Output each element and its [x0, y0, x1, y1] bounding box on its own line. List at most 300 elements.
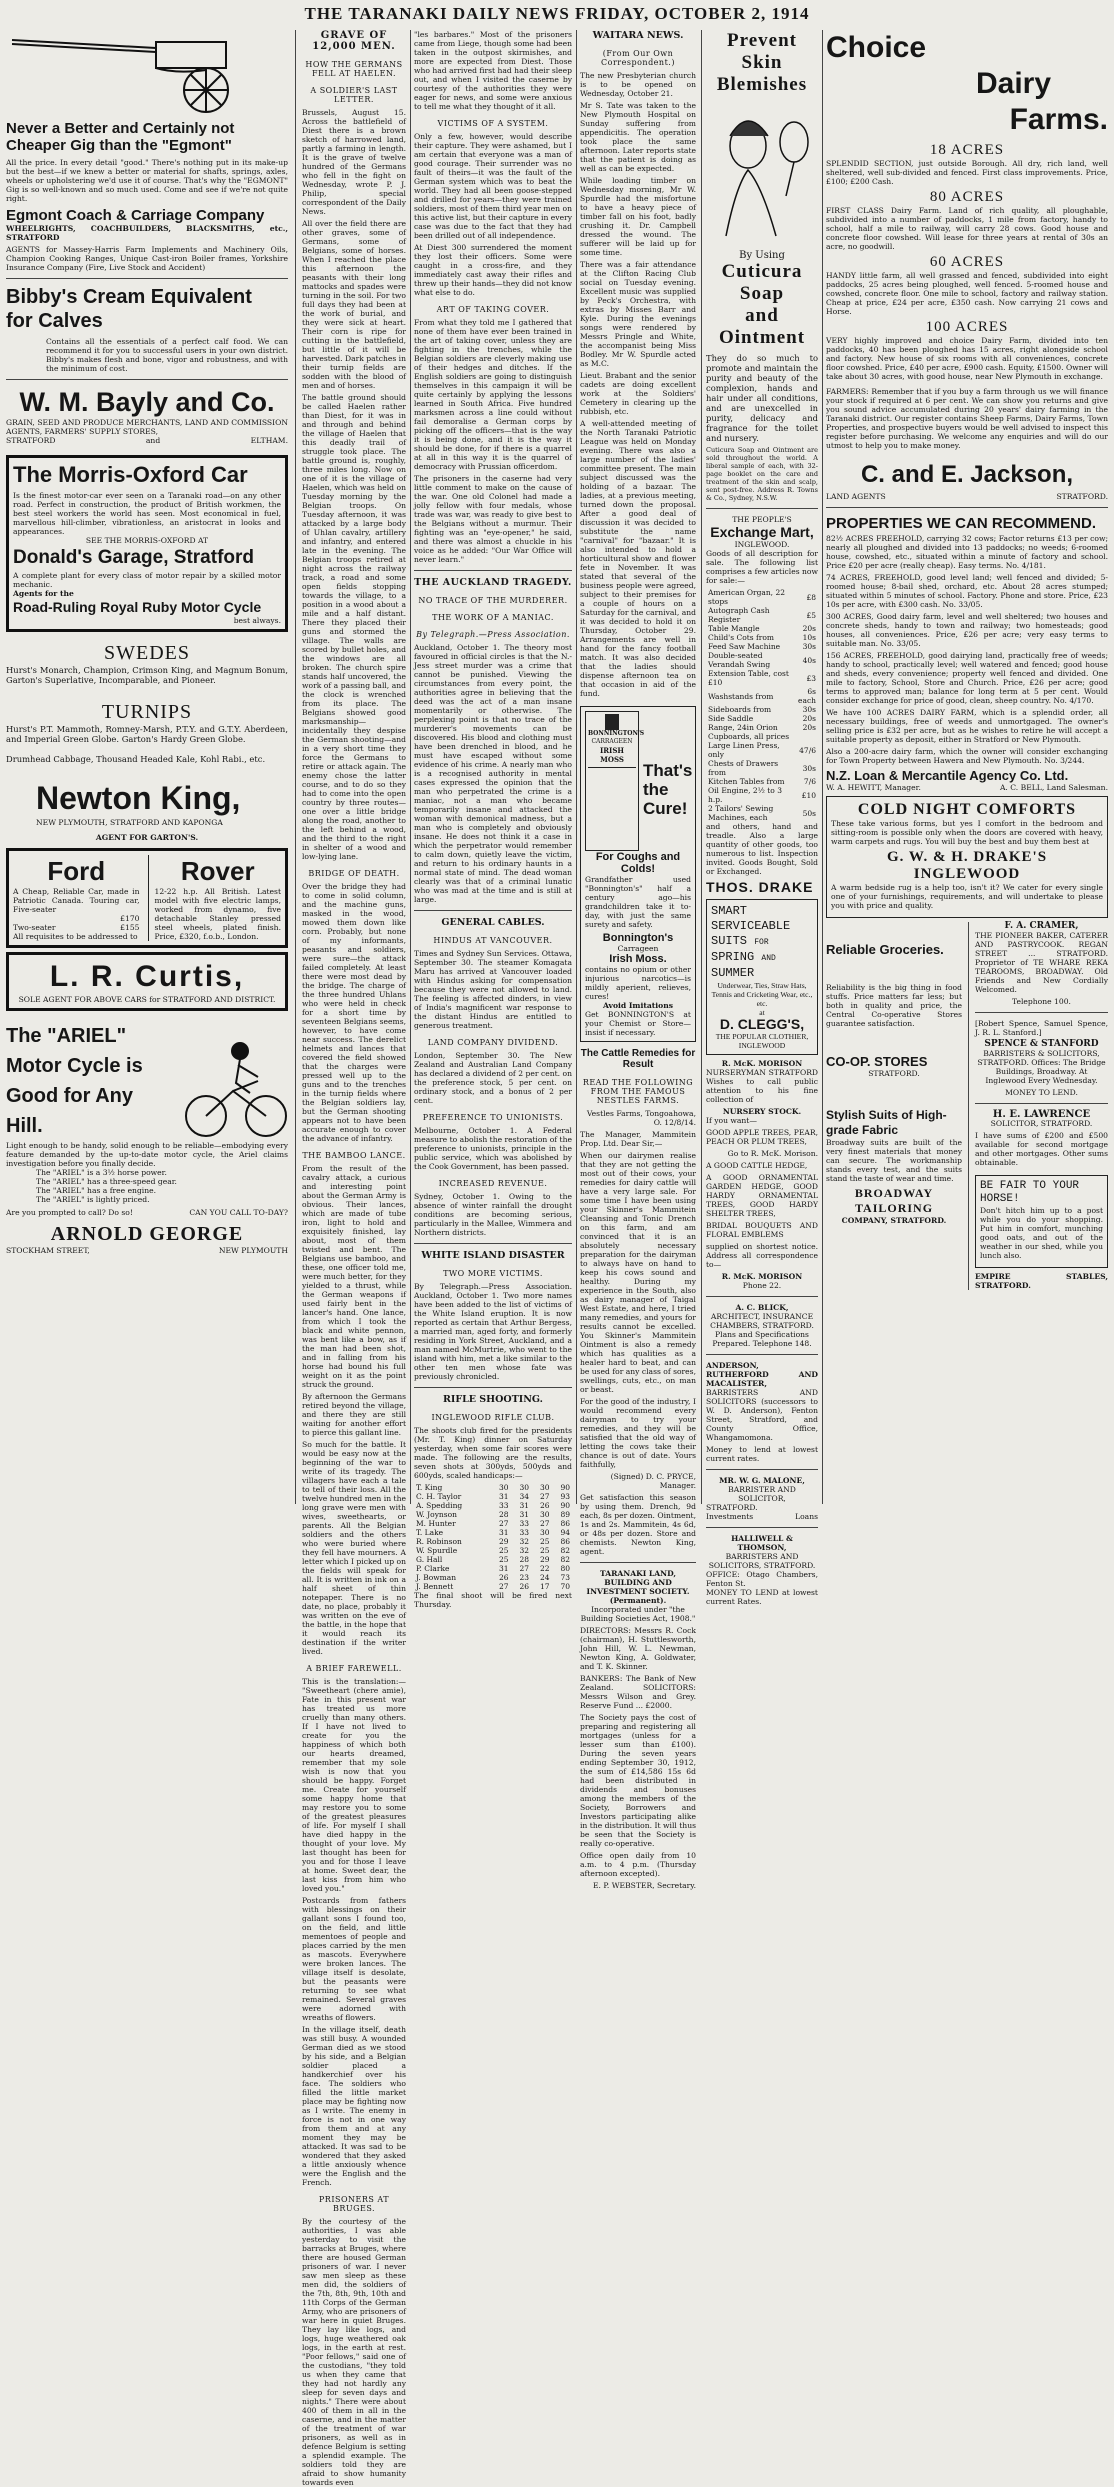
- arnold-address: [6, 1246, 288, 1255]
- suits-line: SMART: [711, 904, 748, 918]
- score-cell: 90: [560, 1483, 570, 1492]
- malone-line: [706, 1512, 818, 1521]
- suits-line: SUMMER: [711, 966, 755, 980]
- paragraph: (Signed) D. C. PRYCE, Manager.: [610, 1472, 696, 1490]
- arnold-town: NEW PLYMOUTH: [218, 1246, 288, 1255]
- score-cell: 30: [539, 1483, 550, 1492]
- suits-body: Underwear, Ties, Straw Hats, Tennis and Cricketing Wear, etc., etc.: [711, 981, 813, 1008]
- be-fair-body: Don't hitch him up to a post while you do your shopping. Put him in comfort, munching good oats, and out of the weather in our shed, while you lunch also.: [980, 1206, 1103, 1260]
- item-price: £5: [806, 610, 816, 620]
- item-name: Table Mangle: [708, 624, 760, 633]
- spence-headline: SPENCE & STANFORD: [984, 1039, 1099, 1049]
- exchange-item: [706, 777, 818, 786]
- score-cell: 27: [519, 1564, 529, 1573]
- item-name: Autograph Cash Register: [708, 606, 770, 624]
- paragraph: The battle ground should be called Haelen rather than Diest, for it was in and through and behind the village of Haelen that this deadly trail of struggle took place. The battle ground is, roughly, three miles long. Now on one of it is the village of Haelen, which was held on Tuesday morning by the Belgian troops. On Tuesday afternoon, it was attacked by a large body of Uhlan cavalry, artillery and infantry, and entered late in the evening. The Belgian troops retired at night across the railway track, a road and some open fields stopping towards the village, to a position in a wood about a mile and a half distant. There they placed their guns and stormed the village. The walls are scored by bullet holes, and the windows are all broken. The church spire stands half uncovered, the work of a passing ball, and the clock is wrenched from its place. The Belgians showed good marksmanship—incidentally they despise the German shooting—and in a very short time they force the Germans to retire or attack again. The enemy chose the latter course, and to do so they had to come into the open country by three routes—one over a little bridge along the road, another to the left behind a wood, and the third to the right in shelter of a wood and low-lying lane.: [302, 393, 406, 861]
- morison-headline: R. McK. MORISON: [721, 1059, 803, 1068]
- blick-headline: A. C. BLICK,: [735, 1303, 789, 1312]
- article-subhead: TWO MORE VICTIMS.: [443, 1269, 543, 1278]
- exchange-headline: Exchange Mart,: [710, 524, 814, 540]
- score-cell: 30: [539, 1528, 550, 1537]
- farm-acres: 60 ACRES: [929, 254, 1005, 270]
- article-title: GRAVE OF 12,000 MEN.: [312, 30, 396, 52]
- stylish-body: Broadway suits are built of the very finest materials that money can secure. The workmanship stands every test, and the suits stand the taste of wear and time.: [826, 1138, 962, 1183]
- malone-town: STRATFORD.: [706, 1503, 758, 1512]
- article-subhead: INCREASED REVENUE.: [438, 1179, 548, 1188]
- broadway-sub: COMPANY, STRATFORD.: [841, 1216, 947, 1225]
- exchange-item: [706, 741, 818, 759]
- blick-sub: ARCHITECT, INSURANCE CHAMBERS, STRATFORD.: [710, 1312, 814, 1330]
- lawrence-headline: H. E. LAWRENCE: [992, 1109, 1091, 1120]
- donald-body: A complete plant for every class of motor repair by a skilled motor mechanic.: [13, 571, 281, 589]
- nz-loan-manager: W. A. HEWITT, Manager.: [826, 783, 921, 792]
- ariel-call-text: CAN YOU CALL TO-DAY?: [189, 1208, 288, 1217]
- properties-headline: PROPERTIES WE CAN RECOMMEND.: [826, 515, 1097, 532]
- article-subhead: ART OF TAKING COVER.: [436, 305, 550, 314]
- score-cell: 27: [539, 1492, 550, 1501]
- ariel-headline: Hill.: [6, 1115, 43, 1137]
- bayly-name: W. M. Bayly and Co.: [19, 387, 275, 417]
- item-name: Kitchen Tables from: [708, 777, 785, 786]
- item-name: Chests of Drawers from: [708, 759, 779, 777]
- morris-ad: [6, 455, 288, 632]
- article-subhead: INGLEWOOD RIFLE CLUB.: [431, 1413, 555, 1422]
- exchange-item: [706, 732, 818, 741]
- malone-headline: MR. W. G. MALONE,: [719, 1476, 805, 1485]
- bonnington-headline: That's: [643, 761, 693, 780]
- clegg-headline: D. CLEGG'S,: [719, 1016, 805, 1032]
- paragraph: Wishes to call public attention to his fine collection of: [706, 1077, 818, 1104]
- score-cell: A. Spedding: [416, 1501, 463, 1510]
- ford-two-label: Two-seater: [13, 923, 56, 932]
- paragraph: Sydney, October 1. Owing to the absence of winter rainfall the drought conditions are becoming serious, particularly in the Mallee, Wimmera and Northern districts.: [414, 1192, 572, 1237]
- article-subhead: A SOLDIER'S LAST LETTER.: [310, 86, 398, 104]
- malone-loans: Loans: [795, 1512, 818, 1521]
- halliwell-money: MONEY TO LEND at lowest current Rates.: [706, 1588, 818, 1606]
- choice-headline: Choice: [826, 31, 927, 64]
- nz-loan-sub: [826, 783, 1108, 792]
- paragraph: All over the field there are other graves, some of Germans, some of Belgians, some of horses. When I reached the place this afternoon the peasants with their long mattocks and spades were turning in the soil. For two full days they had been at the work of burial, and they were sick at heart. Their corn is ripe for cutting in the battlefield, but little of it will be harvested. Dark patches in their turnip fields are sodden with the blood of men and of horses.: [302, 219, 406, 390]
- column-4: [580, 30, 696, 1890]
- clegg-sub: THE POPULAR CLOTHIER, INGLEWOOD: [715, 1032, 809, 1050]
- score-cell: 86: [560, 1537, 570, 1546]
- paragraph: BARRISTERS AND SOLICITORS (successors to W. D. Anderson), Fenton Street, Stratford, and County Office, Whangamomona.: [706, 1388, 818, 1442]
- drake-town: INGLEWOOD: [913, 866, 1021, 882]
- cramer-body: THE PIONEER BAKER, CATERER AND PASTRYCOOK. REGAN STREET ... STRATFORD. Proprietor of TE WHARE REKA TEAROOMS, BROADWAY. Old Friends and New Cordially Welcomed.: [975, 931, 1108, 994]
- jackson-sub: [826, 492, 1108, 501]
- rover-headline: Rover: [180, 856, 255, 886]
- gig-body: All the price. In every detail "good." There's nothing put in its make-up but the best—if we knew a better or material for shafts, springs, axles, wheels or upholstering we'd use it of course. That's why the "EGMONT" Gig is so well-known and so much used. Come and see if we're not quite right.: [6, 158, 288, 203]
- gig-headline-line: Never a Better and Certainly not: [6, 120, 235, 137]
- score-row: [414, 1519, 572, 1528]
- bottle-illustration: [585, 711, 645, 851]
- item-name: Double-seated Verandah Swing: [708, 651, 771, 669]
- choice-headline: Dairy: [976, 67, 1052, 100]
- bonnington-body: Grandfather used "Bonnington's" half a century ago—his grandchildren take it to-day, with just the same surety and safety.: [585, 875, 691, 929]
- donald-best: best always.: [233, 616, 281, 625]
- column-3: [414, 30, 572, 1609]
- property: 156 ACRES, FREEHOLD, good dairying land, practically free of weeds; handy to school, practically level; well watered and fenced; good house and sheds, every convenience; property well fenced and divided. One mile to factory, School, Store and Church. Price, £26 per acre; good terms to approved man; balance for long term at 5 per cent. Would consider exchange for price of good, clean, sheep country. No. 4/170.: [826, 651, 1108, 705]
- paragraph: From the result of the cavalry attack, a curious and interesting point about the German Army is obvious. Their lances, which are made of tube iron, light to hold and exquisitely finished, lay about, most of them twisted and bent. The Belgians use bamboo, and these, one officer told me, were much better, for they yielded to a thrust, while the German weapons if used fairly bent in the lancer's hand. One lance, from which I took the black and white pennon, was bent like a bow, as if the man had been shot, and in falling from his horse had bound his full weight on it as the point struck the ground.: [302, 1164, 406, 1389]
- column-rule: [410, 30, 411, 1504]
- property: 300 ACRES, Good dairy farm, level and well sheltered; two houses and concrete sheds, handy to town and railway; two homesteads; good houses, all conveniences. Price, £26 per acre; very easy terms to suitable man. No. 33/05.: [826, 612, 1108, 648]
- score-cell: W. Spurdle: [416, 1546, 458, 1555]
- score-cell: 33: [519, 1519, 529, 1528]
- exchange-item: [706, 723, 818, 732]
- malone-sub: BARRISTER AND SOLICITOR,: [728, 1485, 796, 1503]
- coop-headline: CO-OP. STORES: [826, 1054, 928, 1069]
- item-price: [791, 732, 818, 741]
- item-name: Large Linen Press, only: [708, 741, 780, 759]
- column-rule: [701, 30, 702, 1504]
- item-name: Sideboards from: [708, 705, 772, 714]
- item-price: 10s: [802, 633, 816, 642]
- be-fair-ad: [975, 1175, 1108, 1268]
- column-1: [6, 30, 288, 1504]
- ariel-question: Are you prompted to call? Do so!: [6, 1208, 133, 1217]
- ariel-feature: The "ARIEL" is lightly priced.: [36, 1195, 150, 1204]
- spence-money: MONEY TO LEND.: [1005, 1088, 1078, 1097]
- property: 82½ ACRES FREEHOLD, carrying 32 cows; Factor returns £13 per cow; nearly all ploughed and divided into 13 paddocks; no weeds; 6-roomed house, cowshed, etc., situated within a minute of factory and school. Price £20 per acre (really cheap). Easy terms. No. 4/181.: [826, 534, 1108, 570]
- cuticura-headline: Prevent Skin: [727, 30, 797, 73]
- score-cell: 31: [519, 1501, 529, 1510]
- paragraph: Lieut. Brabant and the senior cadets are doing excellent work at the Soldiers' Cemetery in clearing up the rubbish, etc.: [580, 371, 696, 416]
- article-subhead: HINDUS AT VANCOUVER.: [433, 936, 553, 945]
- coop-town: STRATFORD.: [868, 1069, 920, 1078]
- farm-description: VERY highly improved and choice Dairy Farm, divided into ten paddocks, 40 has been ploughed has 15 acres, right alongside school and factory. New house of six rooms with all conveniences, concrete floor cowshed. Price, £40 per acre, £900 cash. Equity, £1500. Owner will take about 30 acres, with good house, near New Plymouth in exchange.: [826, 336, 1108, 381]
- ford-price: £170: [120, 914, 140, 923]
- score-cell: 17: [539, 1582, 550, 1591]
- score-cell: 31: [498, 1528, 509, 1537]
- ford-rover-ad: [6, 848, 288, 948]
- article-subhead: BRIDGE OF DEATH.: [308, 869, 400, 878]
- arnold-street: STOCKHAM STREET,: [6, 1246, 90, 1255]
- suits-at: at: [759, 1008, 765, 1017]
- lady-mirror-illustration: [706, 96, 818, 246]
- score-cell: 23: [519, 1573, 529, 1582]
- farm-acres: 100 ACRES: [925, 319, 1009, 335]
- article-subhead: PRISONERS AT BRUGES.: [318, 2195, 390, 2213]
- exchange-end: and others, hand and treadle. Also a large quantity of other goods, too numerous to list. Inspection invited. Goods Bought, Sold or Exchanged.: [706, 822, 818, 876]
- score-cell: 25: [498, 1555, 509, 1564]
- bottle-label: IRISH MOSS: [599, 746, 625, 764]
- bottle-label: BONNINGTON'S: [588, 730, 645, 737]
- paragraph: At Diest 300 surrendered the moment they lost their officers. Some were caught in a cross-fire, and they immediately cast away their rifles and threw up their hands—they did not know what else to do.: [414, 243, 572, 297]
- ford-body: A Cheap, Reliable Car, made in Patriotic Canada. Touring car, Five-seater: [13, 887, 140, 914]
- score-cell: G. Hall: [416, 1555, 443, 1564]
- column-2: [302, 30, 406, 2487]
- cold-night-body: These take various forms, but yes I comfort in the bedroom and sitting-room is possible only when the doors are covered with heavy, warm carpets and rugs. You will buy the best and buy them best at: [831, 819, 1103, 846]
- exchange-item: [706, 624, 818, 633]
- property: 74 ACRES, FREEHOLD, good level land; well fenced and divided; 5-roomed house; 8-bail shed, orchard, etc. About 28 acres stumped; situated within 5 minutes of school. Factory. Phone and store. Price, £23 10s per acre, with £300 cash. No. 33/05.: [826, 573, 1108, 609]
- lawrence-body: I have sums of £200 and £500 available for second mortgage and other mortgages. Other sums obtainable.: [975, 1131, 1108, 1167]
- cuticura-headline: and Ointment: [718, 305, 806, 348]
- donald-headline: Donald's Garage, Stratford: [13, 547, 255, 568]
- bonnington-ad: [580, 706, 696, 1042]
- bonnington-name: Bonnington's: [602, 932, 674, 944]
- paragraph: Get satisfaction this season by using them. Drench, 9d each, 8s per dozen. Ointment, 1s and 2s. Mammitein, 4s 6d, or 48s per dozen. Store and chemists. Newton King, agent.: [580, 1493, 696, 1556]
- lawrence-sub: SOLICITOR, STRATFORD.: [990, 1119, 1093, 1128]
- column-5: [706, 30, 818, 1606]
- item-name: Child's Cots from: [708, 633, 774, 642]
- article-title: THE AUCKLAND TRAGEDY.: [414, 577, 572, 588]
- paragraph: The final shoot will be fired next Thursday.: [414, 1591, 572, 1609]
- score-cell: T. King: [416, 1483, 443, 1492]
- drumhead: Drumhead Cabbage, Thousand Headed Kale, Kohl Rabi., etc.: [6, 754, 266, 764]
- item-price: 6s each: [798, 687, 816, 705]
- choice-headline: Farms.: [1009, 103, 1108, 136]
- cuticura-by: By Using: [739, 250, 785, 261]
- item-price: 20s: [802, 723, 816, 732]
- paragraph: This is the translation:— "Sweetheart (chere amie), Fate in this present war has treated us more cruelly than many others. If I have not lived to create for you the happiness of which both our hearts dreamed, remember that my sole wish is now that you should be happy. Forget me. Create for yourself some happy home that may restore you to some of the greatest pleasures of life. For myself I shall have died happy in the thought of your love. My last thought has been for you and for those I leave at home. Sweet dear, the last kiss from him who loved you.": [302, 1677, 406, 1893]
- article-subhead: THE BAMBOO LANCE.: [302, 1151, 406, 1160]
- score-cell: 33: [498, 1501, 509, 1510]
- farm-description: FIRST CLASS Dairy Farm. Land of rich quality, all ploughable, subdivided into a number of paddocks, 1 mile from factory, handy to school, half a mile to railway, will carry 28 cows. Good house and concrete floor cowshed. Will lease for three years at rental of 30s an acre, no goodwill.: [826, 206, 1108, 251]
- morison-phone: Phone 22.: [742, 1281, 782, 1290]
- drake-body: A warm bedside rug is a help too, isn't it? We cater for every single one of your furnishings, requirements, and will undertake to please you with price and quality.: [831, 883, 1103, 910]
- exchange-peoples: THE PEOPLE'S: [732, 515, 792, 524]
- item-price: £3: [806, 673, 816, 683]
- score-cell: 24: [539, 1573, 550, 1582]
- bonnington-sub: Colds!: [620, 863, 656, 875]
- score-cell: 26: [519, 1582, 529, 1591]
- score-cell: M. Hunter: [416, 1519, 456, 1528]
- ariel-headline: The "ARIEL": [6, 1025, 127, 1047]
- item-name: American Organ, 22 stops: [708, 588, 785, 606]
- ariel-ad: [6, 1021, 288, 1141]
- bonnington-text: [643, 711, 692, 851]
- score-cell: 31: [498, 1492, 509, 1501]
- score-cell: 31: [519, 1510, 529, 1519]
- item-price: 7/6: [803, 777, 816, 786]
- turnips-body: Hurst's P.T. Mammoth, Romney-Marsh, P.T.Y. and G.T.Y. Aberdeen, and Imperial Green Globe. Garton's Hardy Green Globe.: [6, 724, 288, 744]
- curtis-sub: SOLE AGENT FOR ABOVE CARS for STRATFORD AND DISTRICT.: [18, 995, 276, 1004]
- score-cell: 80: [560, 1564, 570, 1573]
- paragraph: supplied on shortest notice. Address all correspondence to—: [706, 1242, 818, 1269]
- paragraph: Brussels, August 15. Across the battlefield of Diest there is a brown sketch of harrowed land, partly a farming in length. It is the grave of twelve hundred of the Germans who fell in the fight on Wednesday, wrote P. J. Philip, special correspondent of the Daily News.: [302, 108, 406, 216]
- paragraph: For the good of the industry, I would recommend every dairyman to try your remedies, and they will be satisfied that the old way of letting the cows take their chance is out of date. Yours faithfully,: [580, 1397, 696, 1469]
- ariel-feature: The "ARIEL" is a 3½ horse power.: [36, 1168, 167, 1177]
- paragraph: The new Presbyterian church is to be opened on Wednesday, October 21.: [580, 71, 696, 98]
- score-cell: 33: [519, 1528, 529, 1537]
- gig-illustration: [6, 30, 288, 116]
- swedes-body: Hurst's Monarch, Champion, Crimson King, and Magnum Bonum, Garton's Superlative, Incomparable, and Pioneer.: [6, 665, 288, 685]
- score-cell: 82: [560, 1555, 570, 1564]
- bottom-left-ads: [826, 922, 962, 1290]
- morison-line: [706, 1068, 818, 1077]
- suits-line: SERVICEABLE: [711, 919, 791, 933]
- article-subhead: A BRIEF FAREWELL.: [306, 1664, 402, 1673]
- bonnington-get: Get BONNINGTON'S at your Chemist or Store—insist if necessary.: [585, 1010, 691, 1037]
- cuticura-headline: Cuticura Soap: [721, 261, 803, 304]
- egmont-trades: WHEELRIGHTS, COACHBUILDERS, BLACKSMITHS, etc., STRATFORD: [6, 224, 288, 242]
- exchange-item: [706, 687, 818, 705]
- ford-block: [13, 855, 140, 941]
- ford-acc: All requisites to be addressed to: [13, 932, 138, 941]
- bonnington-avoid: Avoid Imitations: [602, 1001, 674, 1010]
- egmont-name: Egmont Coach & Carriage Company: [6, 207, 265, 224]
- suits-and: AND: [761, 954, 776, 963]
- ariel-body: Light enough to be handy, solid enough to be reliable—embodying every feature demanded by the up-to-date motor cycle, the Ariel claims investigation before you finally decide.: [6, 1141, 288, 1168]
- cuticura-headline: Blemishes: [716, 74, 808, 95]
- paragraph: There was a fair attendance at the Clifton Racing Club social on Tuesday evening. Excellent music was supplied by Peck's Orchestra, with extras by Misses Barr and Kyle. During the evenings songs were rendered by Messrs Pringle and White, the accompanist being Miss Bodley. Mr W. Spurdle acted as M.C.: [580, 260, 696, 368]
- paragraph: The Society pays the cost of preparing and registering all mortgages (unless for a lesser sum than £100). During the seven years ending September 30, 1912, the sum of £14,586 15s 6d had been distributed in dividends and bonuses among the members of the Society, Borrowers and Investors participating alike in the distribution. It will thus be seen that the Society is really co-operative.: [580, 1713, 696, 1848]
- cold-night-ad: [826, 796, 1108, 918]
- paragraph: So much for the battle. It would be easy now at the beginning of the war to write of its tragedy. The villagers have each a tale to tell of their loss. All the twelve hundred men in the long grave were men with wives, sweethearts, or parents. All the Belgian soldiers and the others who were buried where they fell have mourners. A letter which I picked up on the fields will speak for all. It is written in ink on a half sheet of thin notepaper. There is no date, no place, probably it was written on the eve of the battle, in the hope that it would reach its destination if the writer lived.: [302, 1440, 406, 1656]
- bibby-body: Contains all the essentials of a perfect calf food. We can recommend it for you to successful users in your own district. Bibby's makes flesh and bone, vigor and robustness, and with the minimum of cost.: [46, 337, 288, 373]
- ariel-feature: The "ARIEL" has a free engine.: [36, 1186, 157, 1195]
- article-subhead: LAND COMPANY DIVIDEND.: [427, 1038, 559, 1047]
- paragraph: BRIDAL BOUQUETS AND FLORAL EMBLEMS: [706, 1221, 818, 1239]
- newton-agent: AGENT FOR GARTON'S.: [95, 833, 199, 842]
- score-cell: 27: [498, 1519, 509, 1528]
- malone-investments: Investments: [706, 1512, 754, 1521]
- bibby-headline: Bibby's Cream Equivalent: [6, 286, 252, 308]
- score-row: [414, 1501, 572, 1510]
- spence-body: BARRISTERS & SOLICITORS, STRATFORD. Offices: The Bridge Buildings, Broadway. At Inglewood Every Wednesday.: [977, 1049, 1106, 1085]
- paragraph: The shoots club fired for the presidents (Mr. T. King) dinner on Saturday yesterday, when some fair scores were made. The following are the results, seven shots at 300yds, 500yds and 600yds, scaled handicaps:—: [414, 1426, 572, 1480]
- bayly-and: and: [145, 436, 161, 445]
- ariel-feature: The "ARIEL" has a three-speed gear.: [36, 1177, 177, 1186]
- article-subhead: (From Our Own Correspondent.): [601, 49, 675, 67]
- paragraph: Auckland, October 1. The theory most favoured in official circles is that the N.-Jess street murder was a crime that cannot be punished. Viewing the circumstances from every point, the authorities agree in believing that the deed was the act of a man insane momentarily or otherwise. The perplexing point is that no trace of the murderer's movements can be discovered. His blood and clothing must have been drenched in blood, and he must have escaped without some evidence of his crime. A nearly man who is a recognised authority in mental cases expressed the opinion that the man who perpetrated the crime is a maniac, not a man who became temporarily insane and attacked the woman with demonical madness, but a man who is completely and obviously insane. He does not think it a case in which the perpetrator would remember to calm down, quietly leave the victim, and return to his ordinary haunts in a normal state of mind. The dead woman clearly was that of a criminal lunatic who was mad at the time and is still at large.: [414, 643, 572, 904]
- egmont-agents: AGENTS for Massey-Harris Farm Implements and Machinery Oils, Champion Cooking Ranges, Unique Cast-iron Boiler frames, Yorkshire Insurance Company (Fire, Live Stock and Accident): [6, 245, 288, 272]
- ariel-call: [6, 1208, 288, 1217]
- paragraph: Times and Sydney Sun Services. Ottawa, September 30. The steamer Komagata Maru has arrived at Vancouver loaded with Hindus asking for compensation because they were not allowed to land. The feeling is affected dinders, in view of India's magnificent war response to the distant Hindus are entitled to generous treatment.: [414, 949, 572, 1030]
- exchange-item: [706, 705, 818, 714]
- ariel-headline: Good for Any: [6, 1085, 134, 1107]
- suits-line: SPRING: [711, 950, 755, 964]
- rover-block: [148, 855, 282, 941]
- be-fair-headline: BE FAIR TO YOUR HORSE!: [980, 1180, 1080, 1205]
- item-name: 2 Tailors' Sewing Machines, each: [708, 804, 774, 822]
- column-rule: [295, 30, 296, 1504]
- cold-night-headline: COLD NIGHT COMFORTS: [857, 801, 1077, 818]
- score-cell: C. H. Taylor: [416, 1492, 462, 1501]
- column-rule: [576, 30, 577, 1504]
- farm-description: HANDY little farm, all well grassed and fenced, subdivided into eight paddocks, 25 acres being ploughed, well fenced. 5-roomed house and cowshed, concrete floor. One mile to school, factory and railway station. Cheap at price, £24 per acre, £350 cash. Now carrying 21 cows and Horse.: [826, 271, 1108, 316]
- exchange-item: [706, 588, 818, 606]
- score-cell: 30: [539, 1510, 550, 1519]
- morris-headline: The Morris-Oxford Car: [13, 462, 248, 487]
- curtis-ad: [6, 952, 288, 1011]
- exchange-item: [706, 633, 818, 642]
- exchange-item: [706, 669, 818, 687]
- score-row: [414, 1492, 572, 1501]
- score-row: [414, 1483, 572, 1492]
- score-row: [414, 1546, 572, 1555]
- anderson-headline: ANDERSON, RUTHERFORD AND MACALISTER,: [706, 1361, 818, 1388]
- article-subhead: THE WORK OF A MANIAC.: [432, 613, 554, 622]
- score-row: [414, 1510, 572, 1519]
- paragraph: By the courtesy of the authorities, I was able yesterday to visit the barracks at Bruges, where there are housed German prisoners of war. I never saw men sleep as these men did, the soldiers of the 7th, 8th, 9th, 10th and 11th Corps of the German Army, who are prisoners of war here in quiet Bruges. They lay like logs, and logs, huge weathered oak logs, in the earth at rest. "Poor fellows," said one of the custodians, "they told us when they came that they had not hardly any sleep for seven days and nights." There were about 400 of them in all in the caserne, and in the matter of the treatment of war prisoners, as well as in defence Belgium is setting a splendid example. The soldiers told they are afraid to show humanity towards even: [302, 2217, 406, 2487]
- paragraph: Vestles Farms, Tongoahowa, O. 12/8/14.: [586, 1109, 696, 1127]
- bonnington-name: Carrageen: [617, 944, 659, 953]
- paragraph: When our dairymen realise that they are not getting the most out of their cows, your remedies for dairy cattle will have a very large sale. For some time I have been using your Skinner's Mammitein Cleansing and Tonic Drench on this farm, and am convinced that it is an absolutely necessary preparation for the dairyman to always have on hand to keep his cows sound and healthy. During my experience in the South, also as dairy manager of Taigal West Estate, and here, I tried many remedies, and yours for results cannot be excelled. You Skinner's Mammitein Ointment is also a remedy which has qualities as a healer hard to beat, and can be used for any class of sores, swellings, cuts, etc., on man or beast.: [580, 1151, 696, 1394]
- spence-pre: [Robert Spence, Samuel Spence, J. R. L. Stanford.]: [975, 1019, 1108, 1037]
- cuticura-body: They do so much to promote and maintain the purity and beauty of the complexion, hands and hair under all conditions, and are unexcelled in purity, delicacy and fragrance for the toilet and nursery.: [706, 353, 818, 443]
- score-row: [414, 1537, 572, 1546]
- score-cell: 31: [498, 1564, 509, 1573]
- motorcycle-illustration: [178, 1021, 288, 1141]
- paragraph: Mr S. Tate was taken to the New Plymouth Hospital on Sunday suffering from appendicitis. The operation took place the same afternoon. Later reports state that the patient is doing as well as can be expected.: [580, 101, 696, 173]
- bayly-towns: [6, 436, 288, 445]
- score-cell: 30: [519, 1483, 529, 1492]
- article-subhead: READ THE FOLLOWING FROM THE FAMOUS NESTLES FARMS.: [582, 1078, 694, 1105]
- paragraph: By afternoon the Germans retired beyond the village, and there they are still waiting for another effort to pierce this gallant line.: [302, 1392, 406, 1437]
- turnips-heading: TURNIPS: [101, 701, 193, 723]
- paragraph: "les barbares." Most of the prisoners came from Liege, though some had been taken in the outpost skirmishes, and more are expected from Diest. Those who had arrived first had had their sleep out, and when I visited the caserne by courtesy of the authorities they were eager for news, and some were anxious to tell me what they thought of it all.: [414, 30, 572, 111]
- score-cell: 86: [560, 1519, 570, 1528]
- score-cell: 22: [539, 1564, 550, 1573]
- bottom-ads: [826, 922, 1108, 1290]
- item-name: Oil Engine, 2½ to 3 h.p.: [708, 786, 782, 804]
- article-subhead: HOW THE GERMANS FELL AT HAELEN.: [305, 60, 403, 78]
- score-cell: 89: [560, 1510, 570, 1519]
- arnold-headline: ARNOLD GEORGE: [50, 1223, 244, 1245]
- exchange-item: [706, 714, 818, 723]
- jackson-role: LAND AGENTS: [826, 492, 886, 501]
- stylish-headline: Stylish Suits of High-grade Fabric: [826, 1108, 947, 1137]
- score-cell: 25: [498, 1546, 509, 1555]
- ariel-headline: Motor Cycle is: [6, 1055, 143, 1077]
- cuticura-small: Cuticura Soap and Ointment are sold throughout the world. A liberal sample of each, with 32-page booklet on the care and treatment of the skin and scalp, sent post-free. Address R. Towns & Co., Sydney, N.S.W.: [706, 446, 818, 502]
- paragraph: Postcards from fathers with blessings on their gallant sons I found too, on the field, and little mementoes of people and places carried by the men as mascots. Everywhere were broken lances. The village itself is desolate, but the peasants were returning to see what remained. Several graves were adorned with wreaths of flowers.: [302, 1896, 406, 2022]
- article-title: WAITARA NEWS.: [592, 30, 684, 41]
- item-price: 20s: [802, 714, 816, 723]
- curtis-headline: L. R. Curtis,: [49, 960, 245, 993]
- paragraph: London, September 30. The New Zealand and Australian Land Company has declared a dividend of 2 per cent. on the preference stock, 5 per cent. on ordinary stock, and a bonus of 2 per cent.: [414, 1051, 572, 1105]
- ariel-heads: [6, 1021, 178, 1141]
- score-cell: W. Joynson: [416, 1510, 457, 1519]
- score-row: [414, 1555, 572, 1564]
- gig-headline: [6, 120, 288, 154]
- score-cell: J. Bowman: [416, 1573, 457, 1582]
- score-row: [414, 1573, 572, 1582]
- exchange-item: [706, 606, 818, 624]
- masthead: THE TARANAKI DAILY NEWS FRIDAY, OCTOBER 2, 1914: [304, 4, 810, 23]
- paragraph: If you want—: [706, 1116, 757, 1125]
- paragraph: The Manager, Mammitein Prop. Ltd. Dear Sir,—: [580, 1130, 696, 1148]
- jackson-headline: C. and E. Jackson,: [860, 461, 1074, 488]
- exchange-item: [706, 804, 818, 822]
- morison-town: STRATFORD: [768, 1068, 818, 1077]
- bottle-label: CARRAGEEN: [591, 738, 633, 745]
- cattle-headline: The Cattle Remedies for Result: [580, 1048, 696, 1070]
- property: We have 100 ACRES DAIRY FARM, which is a splendid order, all necessary buildings, free of weeds and unmortgaged. The owner's selling price is £32 per acre, but as he wishes to retire he will accept a suitable property as deposit, either in Stratford or New Plymouth.: [826, 708, 1108, 744]
- farm-description: SPLENDID SECTION, just outside Borough. All dry, rich land, well sheltered, well sub-divided and fenced. First class improvements. Price, £100; £200 Cash.: [826, 159, 1108, 186]
- item-price: 50s: [802, 808, 816, 818]
- article-title: GENERAL CABLES.: [441, 917, 545, 928]
- ford-two-price: £155: [120, 923, 140, 932]
- score-cell: 29: [539, 1555, 550, 1564]
- donald-ruby: Road-Ruling Royal Ruby Motor Cycle: [13, 599, 262, 615]
- swedes-heading: SWEDES: [104, 642, 190, 664]
- score-cell: 29: [498, 1537, 509, 1546]
- paragraph: A GOOD ORNAMENTAL GARDEN HEDGE, GOOD HARDY ORNAMENTAL TREES, GOOD HARDY SHELTER TREES,: [706, 1173, 818, 1218]
- article-subhead: PREFERENCE TO UNIONISTS.: [422, 1113, 564, 1122]
- paragraph: While loading timber on Wednesday morning, Mr W. Spurdle had the misfortune to have a heavy piece of timber fall on his foot, badly crushing it. Dr. Campbell dressed the wound. The sufferer will be laid up for some time.: [580, 176, 696, 257]
- item-name: Extension Table, cost £10: [708, 669, 789, 687]
- score-cell: 73: [560, 1573, 570, 1582]
- gig-headline-line: Cheaper Gig than the "Egmont": [6, 137, 232, 154]
- suits-for: FOR: [754, 938, 769, 947]
- bonnington-small: contains no opium or other injurious narcotics—is mildly aperient, relieves, cures!: [585, 965, 691, 1001]
- bonnington-sub: For Coughs and: [595, 851, 681, 863]
- paragraph: A GOOD CATTLE HEDGE,: [706, 1161, 808, 1170]
- score-cell: 30: [498, 1483, 509, 1492]
- paragraph: Only a few, however, would describe their capture. They were ashamed, but I am certain that everyone was a man of good courage. Their surrender was no fault of theirs—it was the fault of the German system which was to beat the world. They had all been goose-stepped and drilled for years—they were trained soldiers, most of them third year men on this active list, but their capture in every case was due to the fact that they had been drilled out of all independence.: [414, 132, 572, 240]
